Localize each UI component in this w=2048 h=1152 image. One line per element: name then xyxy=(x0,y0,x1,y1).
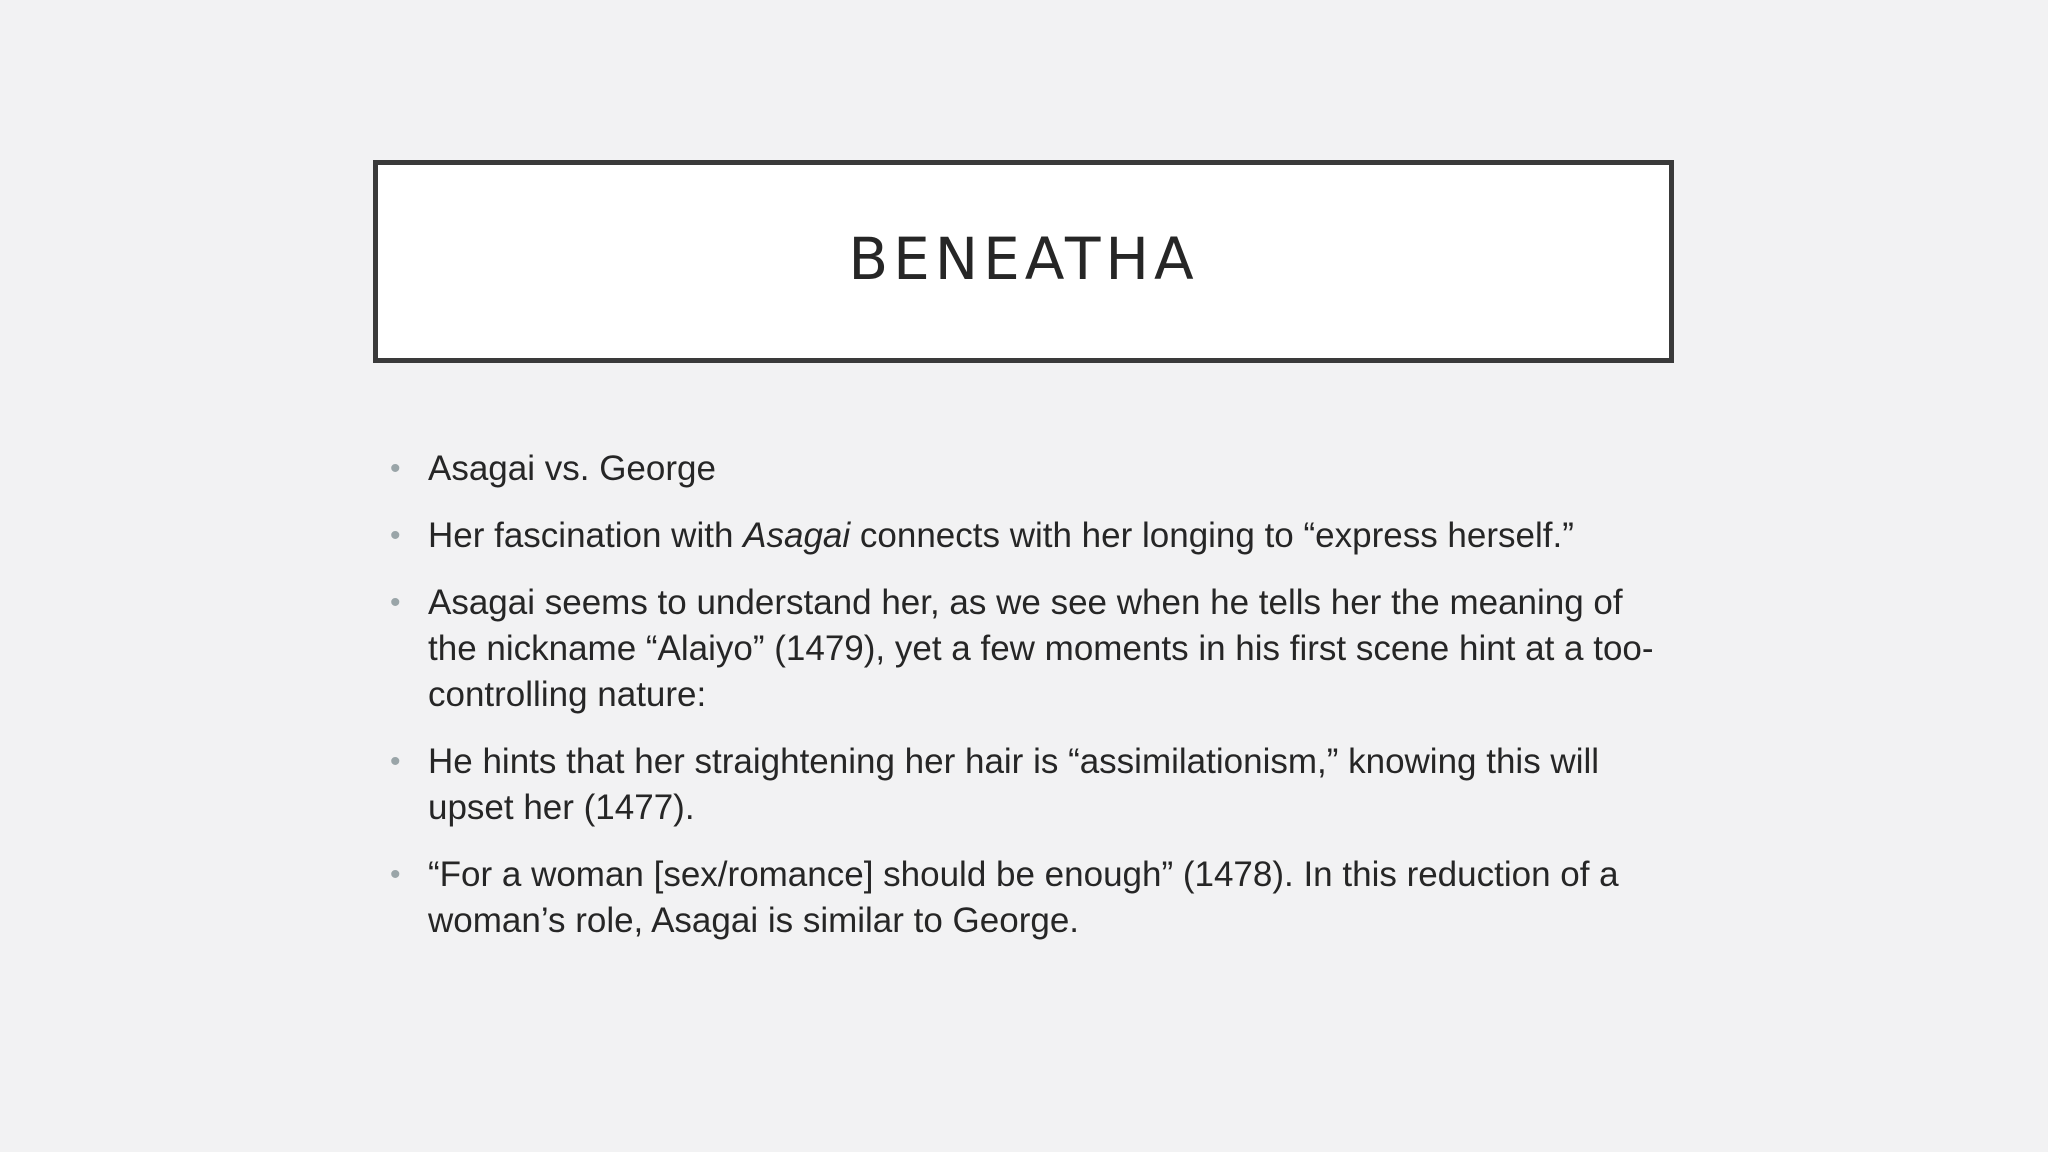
bullet-item xyxy=(380,739,1670,831)
slide-title: BENEATHA xyxy=(848,224,1199,293)
bullet-item xyxy=(380,446,1670,492)
bullet-list xyxy=(380,446,1670,965)
bullet-icon: • xyxy=(390,745,401,778)
bullet-text: Her fascination with xyxy=(428,516,744,555)
title-box xyxy=(373,160,1674,363)
bullet-item xyxy=(380,580,1670,718)
bullet-icon: • xyxy=(390,858,401,891)
bullet-text: Asagai seems to understand her, as we see when he tells her the meaning of the nickname “Alaiyo” (1479), yet a few moments in his first scene hint at a too-controlling nature: xyxy=(428,583,1654,714)
bullet-icon: • xyxy=(390,452,401,485)
bullet-item xyxy=(380,513,1670,559)
bullet-text: Asagai vs. George xyxy=(428,449,716,488)
bullet-icon: • xyxy=(390,586,401,619)
bullet-text: He hints that her straightening her hair is “assimilationism,” knowing this will upset her (1477). xyxy=(428,742,1600,827)
bullet-text: connects with her longing to “express herself.” xyxy=(850,516,1574,555)
bullet-text-italic: Asagai xyxy=(743,516,851,555)
bullet-text: “For a woman [sex/romance] should be enough” (1478). In this reduction of a woman’s role, Asagai is similar to George. xyxy=(428,855,1619,940)
bullet-item xyxy=(380,852,1670,944)
bullet-icon: • xyxy=(390,519,401,552)
